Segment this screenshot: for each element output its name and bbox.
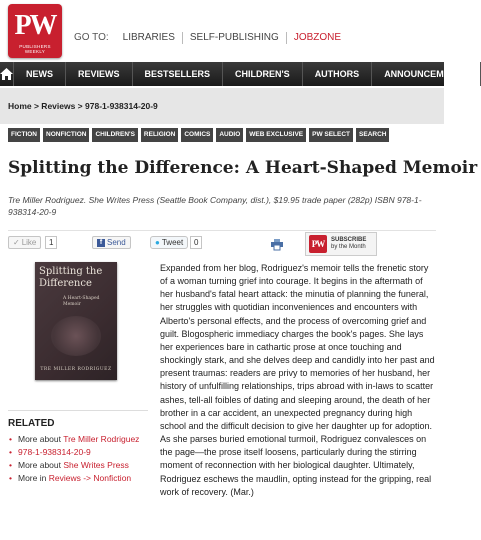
nav-announcements[interactable]: ANNOUNCEMENTS [372, 62, 481, 86]
page-title: Splitting the Difference: A Heart-Shaped Memoir [8, 158, 478, 178]
category-bar [8, 128, 389, 142]
nav-reviews[interactable]: REVIEWS [66, 62, 133, 86]
nav-childrens[interactable]: CHILDREN'S [223, 62, 303, 86]
goto-label: GO TO: [74, 32, 109, 43]
cat-pw-select[interactable]: PW SELECT [309, 128, 353, 142]
related-prefix: More about [18, 460, 64, 470]
subscribe-text [331, 237, 366, 251]
pw-logo[interactable] [8, 4, 62, 58]
facebook-icon: f [97, 239, 105, 247]
cat-search[interactable]: SEARCH [356, 128, 389, 142]
cat-audio[interactable]: AUDIO [216, 128, 243, 142]
send-button[interactable] [92, 236, 131, 249]
related-item [8, 446, 158, 459]
subscribe-line2: by the Month [331, 244, 366, 250]
top-links [74, 30, 348, 46]
print-icon[interactable] [271, 237, 283, 248]
cat-nonfiction[interactable]: NONFICTION [43, 128, 89, 142]
nav-news[interactable]: NEWS [14, 62, 66, 86]
cover-title-line2: Difference [39, 278, 92, 289]
related-divider [8, 410, 148, 411]
related-item [8, 472, 158, 485]
cat-childrens[interactable]: CHILDREN'S [92, 128, 137, 142]
book-cover[interactable] [35, 262, 117, 380]
like-button[interactable] [8, 236, 41, 249]
tweet-count: 0 [190, 236, 202, 249]
thumb-icon: ✓ [13, 238, 20, 247]
related-item [8, 459, 158, 472]
main-nav [0, 62, 468, 86]
related-link-category[interactable]: Reviews -> Nonfiction [48, 473, 132, 483]
cat-web-exclusive[interactable]: WEB EXCLUSIVE [246, 128, 306, 142]
cover-title-line1: Splitting the [39, 266, 103, 277]
related-link-isbn[interactable]: 978-1-938314-20-9 [18, 447, 91, 457]
related-prefix: More about [18, 434, 64, 444]
nav-authors[interactable]: AUTHORS [303, 62, 373, 86]
link-self-publishing[interactable]: SELF-PUBLISHING [182, 32, 286, 44]
twitter-icon: ● [155, 238, 160, 247]
related-link-publisher[interactable]: She Writes Press [63, 460, 129, 470]
related-prefix: More in [18, 473, 49, 483]
nav-bestsellers[interactable]: BESTSELLERS [133, 62, 224, 86]
cover-author: TRE MILLER RODRIGUEZ [40, 367, 112, 372]
subscribe-line1: SUBSCRIBE [331, 237, 367, 243]
link-jobzone[interactable]: JOBZONE [286, 32, 348, 44]
cover-title [39, 266, 115, 290]
subscribe-button[interactable] [305, 232, 377, 256]
tweet-button[interactable] [150, 236, 188, 249]
related-item [8, 433, 158, 446]
home-icon[interactable] [0, 62, 14, 86]
related-list [8, 433, 158, 485]
pw-mini-logo: PW [309, 235, 327, 253]
breadcrumb-band [0, 88, 444, 124]
cover-art [51, 316, 101, 356]
logo-letters: PW [14, 10, 56, 41]
cat-fiction[interactable]: FICTION [8, 128, 40, 142]
link-libraries[interactable]: LIBRARIES [122, 32, 175, 43]
review-body: Expanded from her blog, Rodriguez's memoir tells the frenetic story of a woman turning grief into courage. It begins in the aftermath of her husband's fatal heart attack: the minutia of planning the funeral, her struggles with quotidian inconveniences and encounters with Alberto's personal effects, and the process of overcoming grief and guilt. Blogospheric immediacy charges the book's pages. She lays her experiences bare in cathartic prose at once touching and shockingly stark, and she delves deep and candidly into her past and present traumas: readers are privy to memories of her husband, her history of unfulfilling relationships, trips abroad with in-laws to scatter ashes, tell-all foibles of dating and sleeping around, the death of her brother in a car accident, an unexpected pregnancy during high school and the difficult decision to give her daughter up for adoption. As she parses buried emotional turmoil, Rodriguez convalesces on the page—the prose itself loosens, particularly during the stirring moment of reconnection with her biological daughter. Ultimately, Rodriguez eschews the maudlin, opting instead for the gripping, real work of recovery. (Mar.) [160, 263, 435, 497]
cat-religion[interactable]: RELIGION [141, 128, 178, 142]
cat-comics[interactable]: COMICS [181, 128, 213, 142]
byline: Tre Miller Rodriguez. She Writes Press (Seattle Book Company, dist.), $19.95 trade paper (282p) ISBN 978-1-938314-20-9 [8, 195, 422, 217]
tweet-label: Tweet [161, 238, 184, 247]
related-heading: RELATED [8, 418, 55, 429]
logo-subtitle: PUBLISHERS WEEKLY [19, 44, 51, 54]
like-count: 1 [45, 236, 57, 249]
related-link-author[interactable]: Tre Miller Rodriguez [63, 434, 140, 444]
like-label: Like [21, 238, 37, 247]
site-header [0, 0, 444, 62]
divider [8, 230, 436, 231]
send-label: Send [107, 238, 126, 247]
breadcrumb[interactable]: Home > Reviews > 978-1-938314-20-9 [8, 101, 158, 111]
cover-subtitle: A Heart-Shaped Memoir [63, 296, 100, 307]
